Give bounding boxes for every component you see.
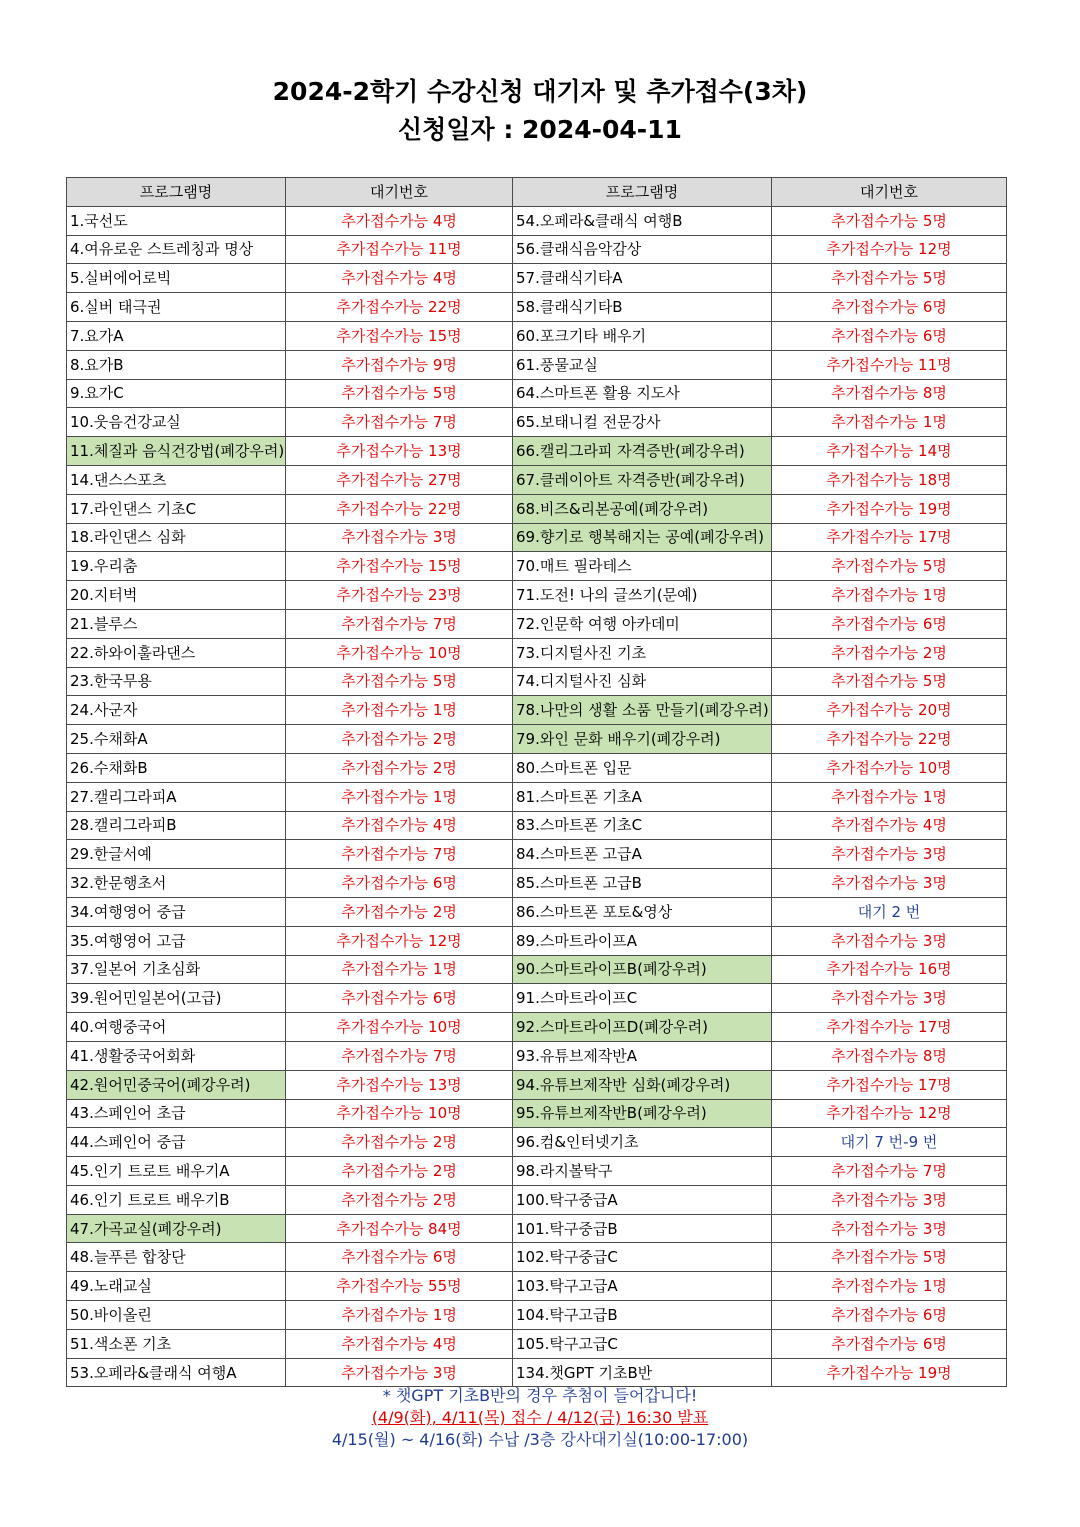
program-name: 1.국선도 bbox=[67, 206, 286, 235]
wait-status: 추가접수가능 7명 bbox=[286, 1041, 513, 1070]
wait-status: 추가접수가능 15명 bbox=[286, 552, 513, 581]
table-row bbox=[67, 1185, 1007, 1214]
table-row bbox=[67, 1157, 1007, 1186]
table-row bbox=[67, 926, 1007, 955]
wait-status: 추가접수가능 84명 bbox=[286, 1214, 513, 1243]
program-name: 43.스페인어 초급 bbox=[67, 1099, 286, 1128]
program-name: 6.실버 태극권 bbox=[67, 293, 286, 322]
program-name: 105.탁구고급C bbox=[513, 1329, 772, 1358]
program-name: 94.유튜브제작반 심화(폐강우려) bbox=[513, 1070, 772, 1099]
wait-status: 추가접수가능 1명 bbox=[772, 408, 1007, 437]
wait-status: 추가접수가능 6명 bbox=[772, 609, 1007, 638]
table-row bbox=[67, 753, 1007, 782]
column-header-program: 프로그램명 bbox=[513, 178, 772, 207]
program-name: 81.스마트폰 기초A bbox=[513, 782, 772, 811]
program-name: 98.라지볼탁구 bbox=[513, 1157, 772, 1186]
program-name: 19.우리춤 bbox=[67, 552, 286, 581]
program-name: 134.챗GPT 기초B반 bbox=[513, 1358, 772, 1387]
program-name: 54.오페라&클래식 여행B bbox=[513, 206, 772, 235]
program-name: 40.여행중국어 bbox=[67, 1013, 286, 1042]
wait-status: 추가접수가능 20명 bbox=[772, 696, 1007, 725]
wait-status: 추가접수가능 7명 bbox=[286, 840, 513, 869]
wait-status: 추가접수가능 5명 bbox=[772, 667, 1007, 696]
program-name: 48.늘푸른 합창단 bbox=[67, 1243, 286, 1272]
table-row bbox=[67, 581, 1007, 610]
table-row bbox=[67, 1272, 1007, 1301]
table-row bbox=[67, 696, 1007, 725]
program-name: 11.체질과 음식건강법(폐강우려) bbox=[67, 437, 286, 466]
table-row bbox=[67, 321, 1007, 350]
table-row bbox=[67, 264, 1007, 293]
program-name: 27.캘리그라피A bbox=[67, 782, 286, 811]
program-name: 18.라인댄스 심화 bbox=[67, 523, 286, 552]
wait-status: 추가접수가능 10명 bbox=[286, 1013, 513, 1042]
wait-status: 추가접수가능 5명 bbox=[772, 552, 1007, 581]
wait-status: 추가접수가능 1명 bbox=[772, 782, 1007, 811]
table-row bbox=[67, 638, 1007, 667]
program-name: 21.블루스 bbox=[67, 609, 286, 638]
program-name: 51.색소폰 기초 bbox=[67, 1329, 286, 1358]
wait-status: 추가접수가능 8명 bbox=[772, 1041, 1007, 1070]
program-name: 96.컴&인터넷기초 bbox=[513, 1128, 772, 1157]
wait-status: 추가접수가능 17명 bbox=[772, 1070, 1007, 1099]
wait-status: 추가접수가능 2명 bbox=[286, 753, 513, 782]
column-header-wait: 대기번호 bbox=[286, 178, 513, 207]
schedule-note: (4/9(화), 4/11(목) 접수 / 4/12(금) 16:30 발표 bbox=[371, 1408, 709, 1427]
wait-status: 추가접수가능 1명 bbox=[286, 1301, 513, 1330]
table-row bbox=[67, 293, 1007, 322]
table-row bbox=[67, 494, 1007, 523]
waitlist-table bbox=[66, 177, 1007, 1387]
wait-status: 추가접수가능 6명 bbox=[286, 984, 513, 1013]
program-name: 39.원어민일본어(고급) bbox=[67, 984, 286, 1013]
program-name: 71.도전! 나의 글쓰기(문예) bbox=[513, 581, 772, 610]
wait-status: 추가접수가능 3명 bbox=[772, 926, 1007, 955]
program-name: 10.웃음건강교실 bbox=[67, 408, 286, 437]
wait-status: 추가접수가능 1명 bbox=[286, 782, 513, 811]
wait-status: 추가접수가능 15명 bbox=[286, 321, 513, 350]
program-name: 60.포크기타 배우기 bbox=[513, 321, 772, 350]
table-row bbox=[67, 1070, 1007, 1099]
program-name: 85.스마트폰 고급B bbox=[513, 869, 772, 898]
wait-status: 추가접수가능 6명 bbox=[772, 1329, 1007, 1358]
wait-status: 추가접수가능 1명 bbox=[772, 1272, 1007, 1301]
wait-status: 추가접수가능 3명 bbox=[286, 1358, 513, 1387]
program-name: 34.여행영어 중급 bbox=[67, 897, 286, 926]
program-name: 41.생활중국어회화 bbox=[67, 1041, 286, 1070]
table-row bbox=[67, 437, 1007, 466]
program-name: 103.탁구고급A bbox=[513, 1272, 772, 1301]
table-row bbox=[67, 984, 1007, 1013]
table-row bbox=[67, 869, 1007, 898]
wait-status: 추가접수가능 2명 bbox=[286, 897, 513, 926]
program-name: 67.클레이아트 자격증반(폐강우려) bbox=[513, 465, 772, 494]
wait-status: 추가접수가능 1명 bbox=[286, 955, 513, 984]
program-name: 61.풍물교실 bbox=[513, 350, 772, 379]
wait-status: 추가접수가능 1명 bbox=[286, 696, 513, 725]
table-header-row bbox=[67, 178, 1007, 207]
wait-status: 추가접수가능 19명 bbox=[772, 1358, 1007, 1387]
program-name: 9.요가C bbox=[67, 379, 286, 408]
wait-status: 추가접수가능 5명 bbox=[772, 264, 1007, 293]
table-row bbox=[67, 552, 1007, 581]
wait-status: 추가접수가능 5명 bbox=[772, 206, 1007, 235]
program-name: 47.가곡교실(폐강우려) bbox=[67, 1214, 286, 1243]
wait-status: 추가접수가능 3명 bbox=[772, 984, 1007, 1013]
program-name: 56.클래식음악감상 bbox=[513, 235, 772, 264]
wait-status: 추가접수가능 27명 bbox=[286, 465, 513, 494]
wait-status: 추가접수가능 4명 bbox=[286, 206, 513, 235]
wait-status: 추가접수가능 22명 bbox=[286, 494, 513, 523]
program-name: 58.클래식기타B bbox=[513, 293, 772, 322]
table-row bbox=[67, 1013, 1007, 1042]
wait-status: 추가접수가능 23명 bbox=[286, 581, 513, 610]
table-row bbox=[67, 465, 1007, 494]
wait-status: 추가접수가능 3명 bbox=[772, 1185, 1007, 1214]
wait-status: 추가접수가능 4명 bbox=[772, 811, 1007, 840]
wait-status: 추가접수가능 2명 bbox=[286, 1128, 513, 1157]
table-row bbox=[67, 1214, 1007, 1243]
program-name: 42.원어민중국어(폐강우려) bbox=[67, 1070, 286, 1099]
program-name: 104.탁구고급B bbox=[513, 1301, 772, 1330]
wait-status: 추가접수가능 5명 bbox=[772, 1243, 1007, 1272]
wait-status: 추가접수가능 3명 bbox=[286, 523, 513, 552]
program-name: 95.유튜브제작반B(폐강우려) bbox=[513, 1099, 772, 1128]
column-header-wait: 대기번호 bbox=[772, 178, 1007, 207]
wait-status: 추가접수가능 1명 bbox=[772, 581, 1007, 610]
program-name: 37.일본어 기초심화 bbox=[67, 955, 286, 984]
wait-status: 추가접수가능 3명 bbox=[772, 1214, 1007, 1243]
wait-status: 추가접수가능 10명 bbox=[772, 753, 1007, 782]
table-row bbox=[67, 955, 1007, 984]
wait-status: 추가접수가능 14명 bbox=[772, 437, 1007, 466]
wait-status: 추가접수가능 55명 bbox=[286, 1272, 513, 1301]
program-name: 93.유튜브제작반A bbox=[513, 1041, 772, 1070]
wait-status: 추가접수가능 9명 bbox=[286, 350, 513, 379]
wait-status: 추가접수가능 17명 bbox=[772, 1013, 1007, 1042]
wait-status: 추가접수가능 12명 bbox=[772, 1099, 1007, 1128]
wait-status: 추가접수가능 2명 bbox=[286, 725, 513, 754]
program-name: 25.수채화A bbox=[67, 725, 286, 754]
program-name: 28.캘리그라피B bbox=[67, 811, 286, 840]
table-row bbox=[67, 725, 1007, 754]
wait-status: 추가접수가능 11명 bbox=[286, 235, 513, 264]
wait-status: 추가접수가능 2명 bbox=[772, 638, 1007, 667]
wait-status: 추가접수가능 7명 bbox=[286, 408, 513, 437]
wait-status: 추가접수가능 6명 bbox=[286, 1243, 513, 1272]
table-row bbox=[67, 379, 1007, 408]
table-row bbox=[67, 523, 1007, 552]
program-name: 92.스마트라이프D(폐강우려) bbox=[513, 1013, 772, 1042]
wait-status: 추가접수가능 3명 bbox=[772, 869, 1007, 898]
wait-status: 추가접수가능 19명 bbox=[772, 494, 1007, 523]
program-name: 91.스마트라이프C bbox=[513, 984, 772, 1013]
table-row bbox=[67, 408, 1007, 437]
table-row bbox=[67, 235, 1007, 264]
wait-status: 추가접수가능 10명 bbox=[286, 638, 513, 667]
table-row bbox=[67, 609, 1007, 638]
wait-status: 추가접수가능 17명 bbox=[772, 523, 1007, 552]
program-name: 84.스마트폰 고급A bbox=[513, 840, 772, 869]
table-row bbox=[67, 840, 1007, 869]
program-name: 49.노래교실 bbox=[67, 1272, 286, 1301]
table-row bbox=[67, 1358, 1007, 1387]
program-name: 44.스페인어 중급 bbox=[67, 1128, 286, 1157]
page-title: 2024-2학기 수강신청 대기자 및 추가접수(3차) bbox=[272, 77, 808, 106]
wait-status: 추가접수가능 6명 bbox=[772, 321, 1007, 350]
program-name: 35.여행영어 고급 bbox=[67, 926, 286, 955]
program-name: 69.향기로 행복해지는 공예(폐강우려) bbox=[513, 523, 772, 552]
table-row bbox=[67, 667, 1007, 696]
program-name: 70.매트 필라테스 bbox=[513, 552, 772, 581]
program-name: 80.스마트폰 입문 bbox=[513, 753, 772, 782]
wait-status: 추가접수가능 13명 bbox=[286, 437, 513, 466]
wait-status: 추가접수가능 4명 bbox=[286, 264, 513, 293]
program-name: 102.탁구중급C bbox=[513, 1243, 772, 1272]
wait-status: 추가접수가능 12명 bbox=[772, 235, 1007, 264]
program-name: 86.스마트폰 포토&영상 bbox=[513, 897, 772, 926]
wait-status: 추가접수가능 22명 bbox=[286, 293, 513, 322]
wait-status: 추가접수가능 7명 bbox=[772, 1157, 1007, 1186]
wait-status: 추가접수가능 12명 bbox=[286, 926, 513, 955]
program-name: 78.나만의 생활 소품 만들기(폐강우려) bbox=[513, 696, 772, 725]
program-name: 74.디지털사진 심화 bbox=[513, 667, 772, 696]
program-name: 8.요가B bbox=[67, 350, 286, 379]
table-row bbox=[67, 1128, 1007, 1157]
wait-status: 추가접수가능 16명 bbox=[772, 955, 1007, 984]
program-name: 68.비즈&리본공예(폐강우려) bbox=[513, 494, 772, 523]
program-name: 100.탁구중급A bbox=[513, 1185, 772, 1214]
wait-status: 추가접수가능 5명 bbox=[286, 379, 513, 408]
wait-status: 추가접수가능 6명 bbox=[772, 293, 1007, 322]
program-name: 89.스마트라이프A bbox=[513, 926, 772, 955]
lottery-note: * 챗GPT 기초B반의 경우 추첨이 들어갑니다! bbox=[382, 1386, 698, 1405]
program-name: 72.인문학 여행 아카데미 bbox=[513, 609, 772, 638]
program-name: 20.지터벅 bbox=[67, 581, 286, 610]
program-name: 90.스마트라이프B(폐강우려) bbox=[513, 955, 772, 984]
program-name: 57.클래식기타A bbox=[513, 264, 772, 293]
wait-status: 추가접수가능 13명 bbox=[286, 1070, 513, 1099]
table-row bbox=[67, 782, 1007, 811]
table-row bbox=[67, 1329, 1007, 1358]
wait-status: 추가접수가능 11명 bbox=[772, 350, 1007, 379]
wait-status: 추가접수가능 6명 bbox=[772, 1301, 1007, 1330]
program-name: 5.실버에어로빅 bbox=[67, 264, 286, 293]
wait-status: 추가접수가능 2명 bbox=[286, 1157, 513, 1186]
program-name: 23.한국무용 bbox=[67, 667, 286, 696]
wait-status: 추가접수가능 2명 bbox=[286, 1185, 513, 1214]
table-row bbox=[67, 1243, 1007, 1272]
wait-status: 추가접수가능 5명 bbox=[286, 667, 513, 696]
program-name: 46.인기 트로트 배우기B bbox=[67, 1185, 286, 1214]
wait-status: 추가접수가능 8명 bbox=[772, 379, 1007, 408]
wait-status: 추가접수가능 3명 bbox=[772, 840, 1007, 869]
wait-status: 추가접수가능 4명 bbox=[286, 1329, 513, 1358]
program-name: 7.요가A bbox=[67, 321, 286, 350]
program-name: 64.스마트폰 활용 지도사 bbox=[513, 379, 772, 408]
program-name: 29.한글서예 bbox=[67, 840, 286, 869]
wait-status: 추가접수가능 4명 bbox=[286, 811, 513, 840]
program-name: 32.한문행초서 bbox=[67, 869, 286, 898]
wait-status: 대기 2 번 bbox=[772, 897, 1007, 926]
program-name: 73.디지털사진 기초 bbox=[513, 638, 772, 667]
wait-status: 추가접수가능 18명 bbox=[772, 465, 1007, 494]
program-name: 26.수채화B bbox=[67, 753, 286, 782]
program-name: 50.바이올린 bbox=[67, 1301, 286, 1330]
column-header-program: 프로그램명 bbox=[67, 178, 286, 207]
program-name: 17.라인댄스 기초C bbox=[67, 494, 286, 523]
program-name: 66.캘리그라피 자격증반(폐강우려) bbox=[513, 437, 772, 466]
program-name: 83.스마트폰 기초C bbox=[513, 811, 772, 840]
table-row bbox=[67, 1301, 1007, 1330]
wait-status: 추가접수가능 6명 bbox=[286, 869, 513, 898]
program-name: 45.인기 트로트 배우기A bbox=[67, 1157, 286, 1186]
program-name: 65.보태니컬 전문강사 bbox=[513, 408, 772, 437]
payment-note: 4/15(월) ~ 4/16(화) 수납 /3층 강사대기실(10:00-17:00) bbox=[331, 1430, 749, 1449]
program-name: 53.오페라&클래식 여행A bbox=[67, 1358, 286, 1387]
program-name: 4.여유로운 스트레칭과 명상 bbox=[67, 235, 286, 264]
table-row bbox=[67, 206, 1007, 235]
program-name: 14.댄스스포츠 bbox=[67, 465, 286, 494]
program-name: 79.와인 문화 배우기(폐강우려) bbox=[513, 725, 772, 754]
table-row bbox=[67, 897, 1007, 926]
table-row bbox=[67, 1041, 1007, 1070]
application-date: 신청일자 : 2024-04-11 bbox=[398, 115, 682, 144]
table-row bbox=[67, 1099, 1007, 1128]
program-name: 22.하와이훌라댄스 bbox=[67, 638, 286, 667]
program-name: 101.탁구중급B bbox=[513, 1214, 772, 1243]
wait-status: 추가접수가능 10명 bbox=[286, 1099, 513, 1128]
wait-status: 추가접수가능 7명 bbox=[286, 609, 513, 638]
wait-status: 대기 7 번-9 번 bbox=[772, 1128, 1007, 1157]
table-row bbox=[67, 350, 1007, 379]
table-row bbox=[67, 811, 1007, 840]
program-name: 24.사군자 bbox=[67, 696, 286, 725]
wait-status: 추가접수가능 22명 bbox=[772, 725, 1007, 754]
